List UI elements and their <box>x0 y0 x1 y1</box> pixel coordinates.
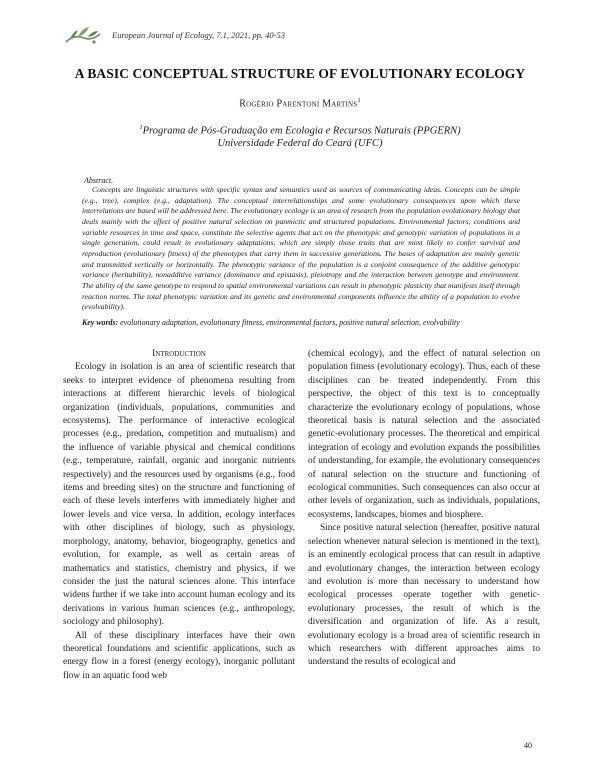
affiliation-line-1 <box>40 124 560 137</box>
introduction-paragraph-2-continued: (chemical ecology), and the effect of natural selection on population fitness (evolutionary ecology). Thus, each of these disciplines can be treated independently. From this perspective, the object of this text is to conceptually characterize the evolutionary ecology of populations, whose theoretical basis is natural selection and the associated genetic-evolutionary processes. The theoretical and empirical integration of ecology and evolution expands the possibilities of understanding, for example, the evolutionary consequences of natural selection on the structure and functioning of ecological communities. Such consequences can also occur at other levels of organization, such as individuals, populations, ecosystems, landscapes, biomes and biosphere. <box>308 349 540 520</box>
affiliation-line-2: Universidade Federal do Ceará (UFC) <box>217 138 383 149</box>
journal-reference: European Journal of Ecology, 7.1, 2021, pp. 40-53 <box>112 30 285 40</box>
abstract-text: Concepts are linguistic structures with specific syntax and semantics used as sources of communicating ideas. Concepts can be simple (e.g., tree), complex (e.g., adaptation). The conceptual interrelationships and some evolutionary consequences upon which these interrelations are based will be addressed here. The evolutionary ecology is an area of research from the population evolutionary biology that deals mainly with the effect of positive natural selection on panmictic and structured populations. Environmental factors, conditions and variable resources in time and space, constitute the selective agents that act on the phenotypic and genotypic variation of populations in a single generation, could result in evolutionary adaptations, which are simply those traits that are most likely to confer survival and reproduction (evolutionary fitness) of the phenotypes that carry them in successive generations. The bases of adaptation are mainly genetic and transmitted vertically or horizontally. The phenotypic variance of the population is a conjoint consequence of the additive genotypic variance (heritability), nonadditive variance (dominance and epistasis), pleiotropy and the interaction between genotype and environment. The ability of the same genotype to respond to spatial environmental variations can result in phenotypic plasticity that manifests itself through reaction norms. The total phenotypic variation and its genetic and environmental components influence the ability of a population to evolve (evolvability). <box>82 185 520 312</box>
page-number: 40 <box>524 741 532 750</box>
journal-logo <box>64 22 102 46</box>
introduction-paragraph-3: Since positive natural selection (hereafter, positive natural selection whenever natural selecion is mentioned in the text), is an eminently ecological process that can result in adaptive and evolutionary changes, the interaction between ecology and evolution is more than necessary to understand how ecological processes operate together with genetic-evolutionary processes, the result of which is the diversification and organization of life. As a result, evolutionary ecology is a broad area of scientific research in which researchers with different approaches aims to understand the results of ecological and <box>308 523 540 668</box>
introduction-paragraph-2: All of these disciplinary interfaces have their own theoretical foundations and scientific applications, such as energy flow in a forest (energy ecology), inorganic pollutant flow in an aquatic food web <box>63 630 295 681</box>
keywords-text: evolutionary adaptation, evolutionary fitness, environmental factors, positive natural selection, evolvability <box>118 318 460 327</box>
affiliation-superscript: 1 <box>139 124 143 131</box>
introduction-heading: Introduction <box>152 349 206 359</box>
body-column-right <box>308 348 540 670</box>
body-column-left <box>63 348 295 683</box>
introduction-paragraph-1: Ecology in isolation is an area of scientific research that seeks to interpret evidence of phenomena resulting from interactions at different hierarchic levels of biological organization (individuals, populations, communities and ecosystems). The performance of interactive ecological processes (e.g., predation, competition and mutualism) and the influence of variable physical and chemical conditions (e.g., temperature, rainfall, organic and inorganic nutrients respectively) and the resources used by organisms (e.g., food items and breeding sites) on the structure and functioning of each of these levels interferes with immediately higher and lower levels and vice versa. In addition, ecology interfaces with other disciplines of biology, such as physiology, morphology, anatomy, behavior, biogeography, genetics and evolution, for example, as well as certain areas of mathematics and statistics, chemistry and physics, if we consider the just the natural sciences alone. This interface widens further if we take into account human ecology and its derivations in various human sciences (e.g., anthropology, sociology and philosophy). <box>63 362 295 628</box>
keywords-label: Key words: <box>82 318 119 327</box>
author-superscript: 1 <box>357 97 361 104</box>
author-name-text: Rogério Parentoni Martins <box>239 98 358 110</box>
affiliation-line-1-text: Programa de Pós-Graduação em Ecologia e Recursos Naturais (PPGERN) <box>142 125 461 137</box>
author-name <box>40 97 560 109</box>
article-title: A BASIC CONCEPTUAL STRUCTURE OF EVOLUTIONARY ECOLOGY <box>74 66 526 81</box>
keywords <box>82 318 520 329</box>
abstract-label: Abstract. <box>84 176 114 185</box>
